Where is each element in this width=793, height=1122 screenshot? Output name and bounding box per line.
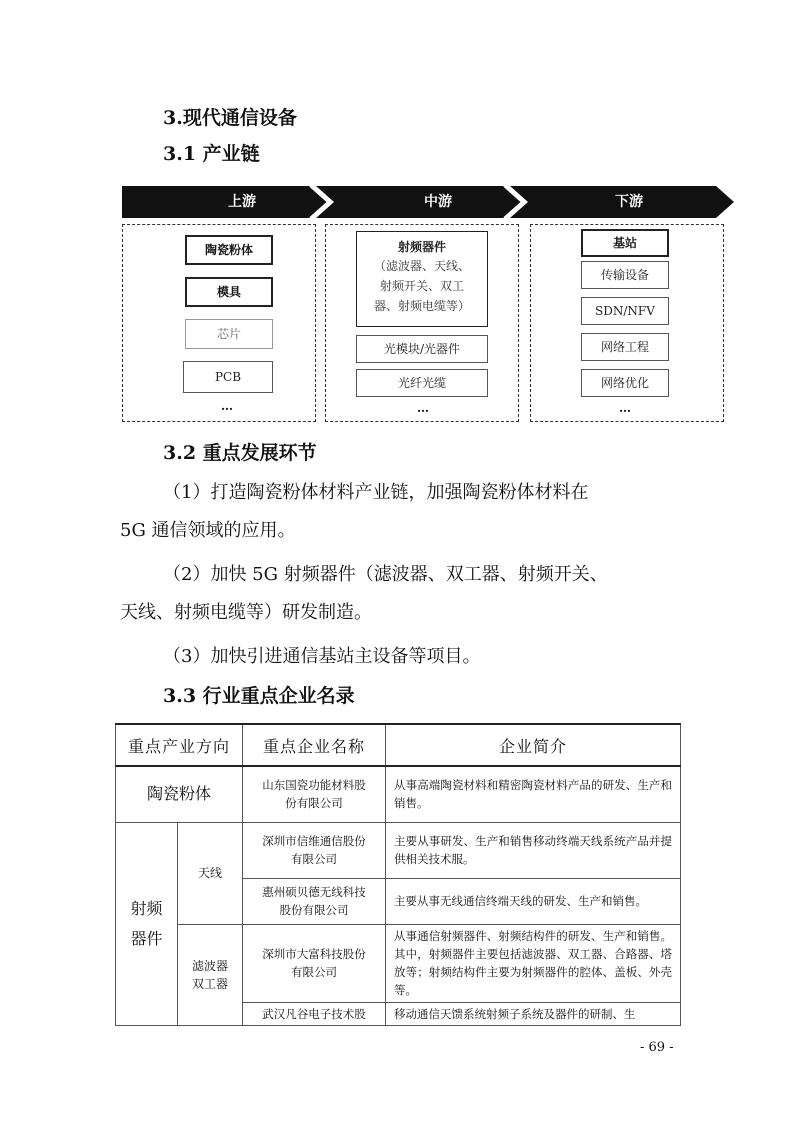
upstream-item-pcb: PCB — [183, 361, 273, 393]
downstream-more: … — [619, 401, 631, 415]
table-header-row — [116, 724, 681, 766]
downstream-item-transmission: 传输设备 — [581, 261, 669, 289]
header-industry-direction: 重点产业方向 — [116, 724, 243, 766]
company-name-line: 有限公司 — [291, 965, 338, 979]
upstream-item-chip: 芯片 — [185, 319, 273, 349]
company-description: 主要从事研发、生产和销售移动终端天线系统产品并提供相关技术服。 — [386, 822, 681, 878]
table-row — [116, 766, 681, 822]
upstream-label: 上游 — [228, 194, 256, 210]
upstream-item-mold: 模具 — [185, 277, 273, 307]
company-name — [243, 822, 386, 878]
company-name-line: 份有限公司 — [285, 796, 343, 811]
category-rf-line-2: 器件 — [130, 928, 163, 948]
rf-device-title: 射频器件 — [397, 240, 446, 254]
midstream-label: 中游 — [424, 194, 452, 210]
header-enterprise-profile: 企业简介 — [386, 724, 681, 766]
industry-chain-banner — [122, 184, 734, 220]
subcategory-filter-line-1: 滤波器 — [192, 958, 229, 973]
company-description: 从事高端陶瓷材料和精密陶瓷材料产品的研发、生产和销售。 — [386, 766, 681, 822]
company-name — [243, 1002, 386, 1025]
header-enterprise-name: 重点企业名称 — [243, 724, 386, 766]
section-3-heading: 3.现代通信设备 — [163, 107, 297, 129]
downstream-item-network-engineering: 网络工程 — [581, 333, 669, 361]
key-link-1-line-2: 5G 通信领域的应用。 — [120, 520, 296, 541]
subcategory-antenna: 天线 — [178, 822, 243, 924]
company-description: 从事通信射频器件、射频结构件的研发、生产和销售。其中，射频器件主要包括滤波器、双工器、合路器、塔放等；射频结构件主要为射频器件的腔体、盖板、外壳等。 — [386, 924, 681, 1002]
key-link-3: （3）加快引进通信基站主设备等项目。 — [163, 646, 481, 667]
downstream-item-base-station: 基站 — [581, 229, 669, 257]
key-link-1-line-1: （1）打造陶瓷粉体材料产业链，加强陶瓷粉体材料在 — [163, 482, 589, 503]
company-name-line: 深圳市信维通信股份 — [262, 834, 366, 848]
table-row — [116, 822, 681, 878]
upstream-item-ceramic-powder: 陶瓷粉体 — [185, 235, 273, 265]
company-name-line: 股份有限公司 — [279, 903, 349, 917]
key-link-2-line-2: 天线、射频电缆等）研发制造。 — [120, 602, 372, 623]
page-number: - 69 - — [640, 1040, 674, 1055]
company-name — [243, 766, 386, 822]
company-name-line: 惠州硕贝德无线科技 — [262, 885, 366, 899]
section-3-3-heading: 3.3 行业重点企业名录 — [163, 685, 355, 707]
table-row — [116, 924, 681, 1002]
downstream-item-sdn-nfv: SDN/NFV — [581, 297, 669, 325]
category-ceramic-powder: 陶瓷粉体 — [116, 766, 243, 822]
midstream-rf-device-box — [356, 231, 488, 327]
upstream-panel — [122, 224, 316, 422]
downstream-label: 下游 — [615, 194, 643, 210]
subcategory-filter-duplexer — [178, 924, 243, 1025]
company-name-line: 山东国瓷功能材料股 — [262, 778, 366, 793]
midstream-panel — [325, 224, 519, 422]
rf-device-line-2: 射频开关、双工 — [379, 279, 464, 293]
midstream-more: … — [417, 401, 429, 415]
subcategory-filter-line-2: 双工器 — [192, 976, 229, 991]
company-name-line: 深圳市大富科技股份 — [262, 947, 366, 961]
rf-device-line-3: 器、射频电缆等） — [373, 299, 470, 313]
midstream-item-optical-module: 光模块/光器件 — [356, 335, 488, 363]
section-3-1-heading: 3.1 产业链 — [163, 143, 260, 165]
company-name-line: 武汉凡谷电子技术股 — [262, 1006, 366, 1021]
rf-device-line-1: （滤波器、天线、 — [373, 259, 470, 273]
section-3-2-heading: 3.2 重点发展环节 — [163, 442, 317, 464]
downstream-item-network-optimization: 网络优化 — [581, 369, 669, 397]
company-name — [243, 924, 386, 1002]
key-link-2-line-1: （2）加快 5G 射频器件（滤波器、双工器、射频开关、 — [163, 564, 608, 585]
company-description: 移动通信天馈系统射频子系统及器件的研制、生 — [386, 1002, 681, 1025]
downstream-panel — [530, 224, 724, 422]
midstream-item-optical-fiber: 光纤光缆 — [356, 369, 488, 397]
upstream-more: … — [221, 399, 233, 413]
company-name — [243, 878, 386, 924]
key-enterprise-table — [115, 723, 681, 1026]
company-name-line: 有限公司 — [291, 852, 338, 866]
category-rf-devices — [116, 822, 178, 1025]
company-description: 主要从事无线通信终端天线的研发、生产和销售。 — [386, 878, 681, 924]
category-rf-line-1: 射频 — [130, 898, 163, 918]
